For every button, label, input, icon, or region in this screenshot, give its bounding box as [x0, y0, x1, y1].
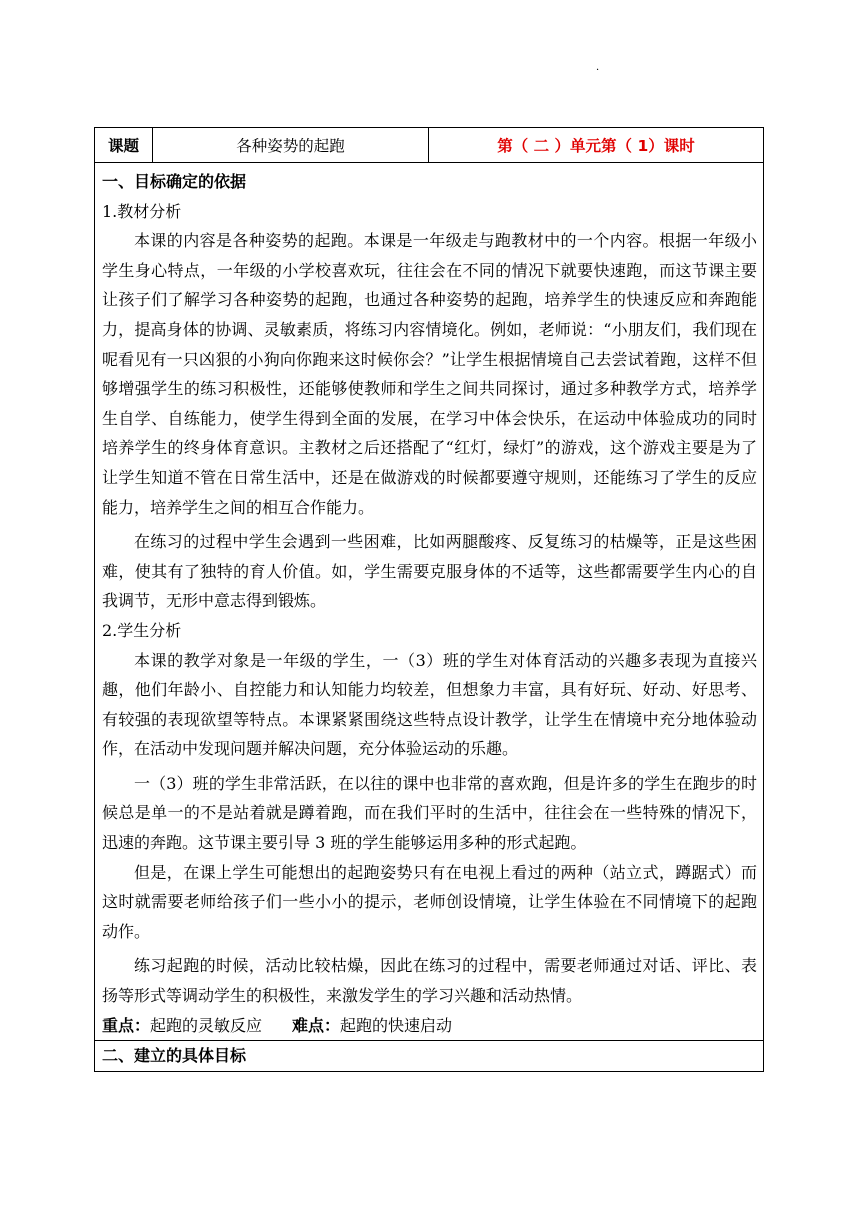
difficulty-text: 起跑的快速启动 — [340, 1015, 453, 1035]
subheading-student-analysis: 2.学生分析 — [102, 620, 182, 640]
key-point-label: 重点： — [102, 1015, 151, 1035]
paragraph-student-3: 但是，在课上学生可能想出的起跑姿势只有在电视上看过的两种（站立式，蹲踞式）而这时就需要老师给孩子们一些小小的提示，老师创设情境，让学生体验在不同情境下的起跑动作。 — [102, 862, 757, 941]
subheading-material-analysis: 1.教材分析 — [102, 201, 182, 221]
unit-lesson-label: 第（ 二 ）单元第（ 1）课时 — [497, 137, 695, 155]
paragraph-material-2: 在练习的过程中学生会遇到一些困难，比如两腿酸疼、反复练习的枯燥等，正是这些困难，使其有了独特的育人价值。如，学生需要克服身体的不适等，这些都需要学生内心的自我调节，无形中意志得到锻炼。 — [102, 532, 757, 611]
content-cell — [95, 163, 763, 1071]
topic-label: 课题 — [95, 128, 153, 162]
header-row — [95, 128, 763, 163]
page-dot-mark: · — [596, 65, 600, 76]
section-heading-objectives: 二、建立的具体目标 — [95, 1040, 763, 1071]
paragraph-student-2: 一（3）班的学生非常活跃，在以往的课中也非常的喜欢跑，但是许多的学生在跑步的时候总是单一的不是站着就是蹲着跑，而在我们平时的生活中，往往会在一些特殊的情况下，迅速的奔跑。这节课主要引导 3 班的学生能够运用多种的形式起跑。 — [102, 773, 757, 853]
paragraph-student-4: 练习起跑的时候，活动比较枯燥，因此在练习的过程中，需要老师通过对话、评比、表扬等形式等调动学生的积极性，来激发学生的学习兴趣和活动热情。 — [102, 956, 757, 1006]
section-heading-basis: 一、目标确定的依据 — [102, 172, 247, 191]
topic-title: 各种姿势的起跑 — [153, 128, 429, 162]
paragraph-material-1: 本课的内容是各种姿势的起跑。本课是一年级走与跑教材中的一个内容。根据一年级小学生身心特点，一年级的小学校喜欢玩，往往会在不同的情况下就要快速跑，而这节课主要让孩子们了解学习各种姿势的起跑，也通过各种姿势的起跑，培养学生的快速反应和奔跑能力，提高身体的协调、灵敏素质，将练习内容情境化。例如，老师说：“小朋友们，我们现在呢看见有一只凶狠的小狗向你跑来这时候你会？”让学生根据情境自己去尝试着跑，这样不但够增强学生的练习积极性，还能够使教师和学生之间共同探讨，通过多种教学方式，培养学生自学、自练能力，使学生得到全面的发展，在学习中体会快乐，在运动中体验成功的同时培养学生的终身体育意识。主教材之后还搭配了“红灯，绿灯”的游戏，这个游戏主要是为了让学生知道不管在日常生活中，还是在做游戏的时候都要遵守规则，还能练习了学生的反应能力，培养学生之间的相互合作能力。 — [102, 231, 757, 517]
lesson-plan-table — [94, 127, 764, 1072]
paragraph-student-1: 本课的教学对象是一年级的学生，一（3）班的学生对体育活动的兴趣多表现为直接兴趣，他们年龄小、自控能力和认知能力均较差，但想象力丰富，具有好玩、好动、好思考、有较强的表现欲望等特点。本课紧紧围绕这些特点设计教学，让学生在情境中充分地体验动作，在活动中发现问题并解决问题，充分体验运动的乐趣。 — [102, 650, 757, 759]
key-point-text: 起跑的灵敏反应 — [150, 1015, 263, 1035]
key-difficulty-line — [102, 1011, 757, 1041]
difficulty-label: 难点： — [292, 1015, 341, 1035]
